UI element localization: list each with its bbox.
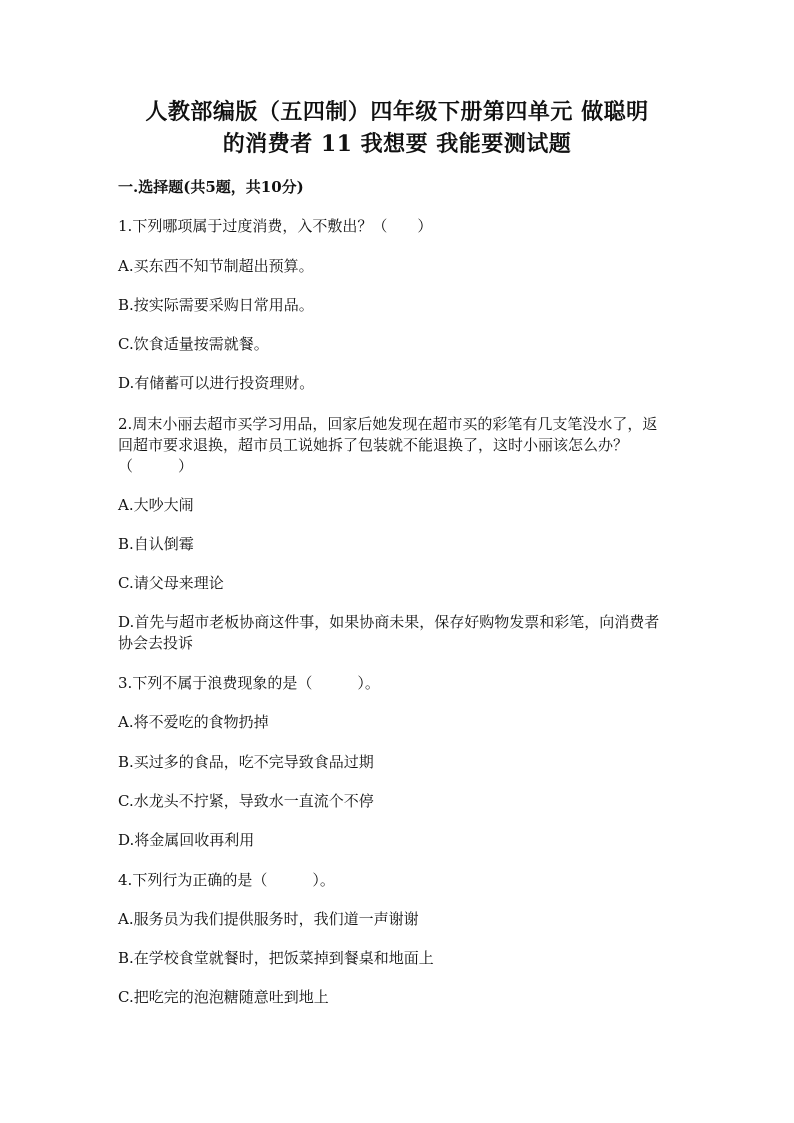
option-2c: C.请父母来理论: [118, 574, 224, 592]
option-3d: D.将金属回收再利用: [118, 831, 255, 849]
option-2d: D.首先与超市老板协商这件事，如果协商未果，保存好购物发票和彩笔，向消费者协会去投诉: [118, 613, 660, 652]
question-number: 4.: [118, 871, 133, 889]
option-4c: C.把吃完的泡泡糖随意吐到地上: [118, 988, 329, 1006]
question-4: [118, 870, 678, 891]
option-4a: A.服务员为我们提供服务时，我们道一声谢谢: [118, 910, 419, 928]
question-stem: 下列行为正确的是（ ）。: [132, 871, 335, 889]
question-stem: 下列不属于浪费现象的是（ ）。: [132, 674, 380, 692]
title-line-1: 人教部编版（五四制）四年级下册第四单元 做聪明: [145, 99, 649, 125]
question-3: [118, 673, 678, 694]
question-number: 3.: [118, 674, 133, 692]
option-1a: A.买东西不知节制超出预算。: [118, 257, 314, 275]
question-number: 2.: [118, 415, 133, 433]
option-3c: C.水龙头不拧紧，导致水一直流个不停: [118, 792, 374, 810]
option-3b: B.买过多的食品，吃不完导致食品过期: [118, 753, 374, 771]
section-heading: 一.选择题(共5题，共10分): [118, 178, 304, 196]
option-2b: B.自认倒霉: [118, 535, 194, 553]
question-2: [118, 414, 666, 477]
question-stem: 下列哪项属于过度消费，入不敷出？（ ）: [132, 217, 433, 235]
option-3a: A.将不爱吃的食物扔掉: [118, 713, 269, 731]
option-4b: B.在学校食堂就餐时，把饭菜掉到餐桌和地面上: [118, 949, 434, 967]
question-number: 1.: [118, 217, 133, 235]
option-1d: D.有储蓄可以进行投资理财。: [118, 374, 315, 392]
title-line-2: 的消费者 11 我想要 我能要测试题: [222, 131, 572, 157]
option-2a: A.大吵大闹: [118, 496, 194, 514]
option-1b: B.按实际需要采购日常用品。: [118, 296, 314, 314]
question-1: [118, 216, 678, 237]
option-1c: C.饮食适量按需就餐。: [118, 335, 269, 353]
page-title: [100, 96, 694, 160]
question-stem: 周末小丽去超市买学习用品，回家后她发现在超市买的彩笔有几支笔没水了，返回超市要求退换，超市员工说她拆了包装就不能退换了，这时小丽该怎么办？（ ）: [118, 415, 658, 475]
